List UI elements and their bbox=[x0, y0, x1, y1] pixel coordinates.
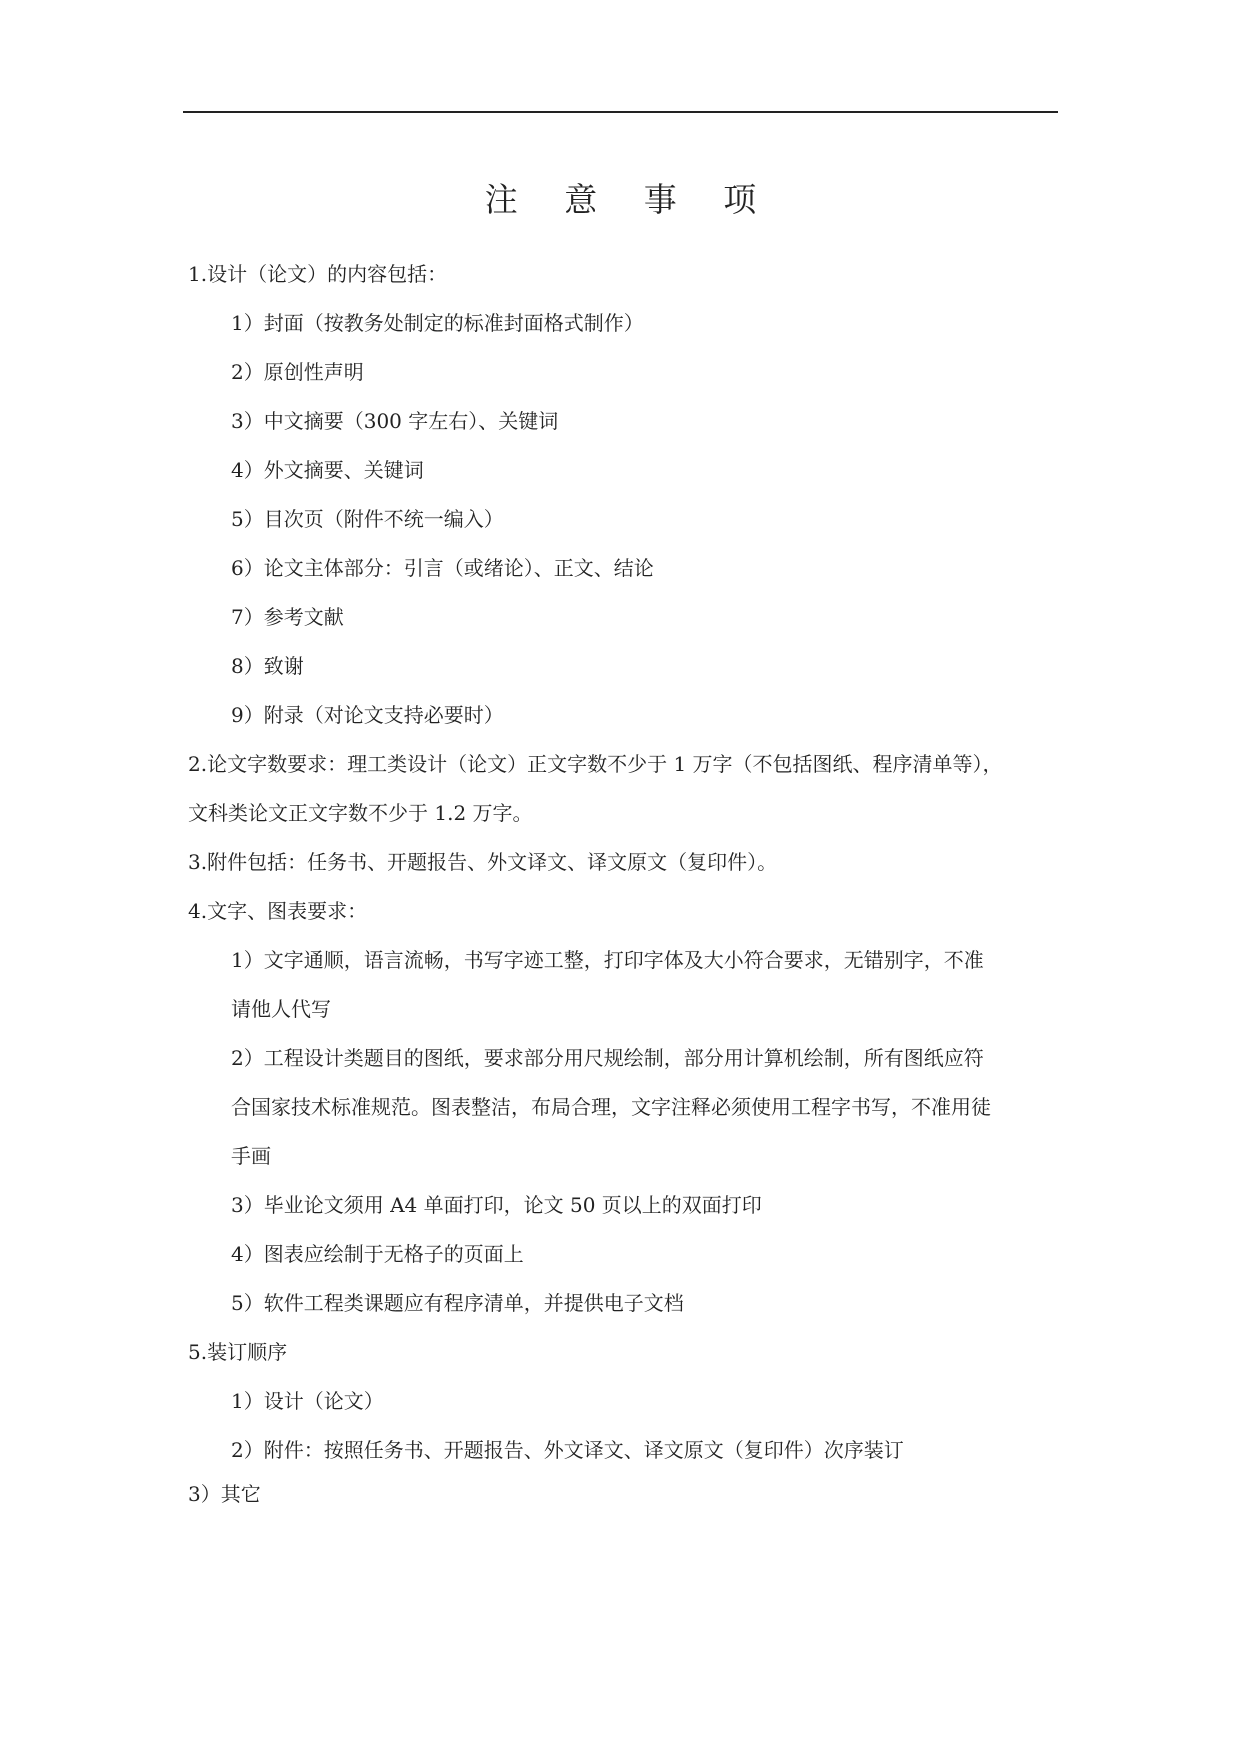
section-3-text: 3.附件包括：任务书、开题报告、外文译文、译文原文（复印件）。 bbox=[188, 850, 778, 874]
section-5-heading: 5.装订顺序 bbox=[188, 1340, 288, 1364]
section-1-heading: 1.设计（论文）的内容包括： bbox=[188, 262, 448, 286]
list-item: 1）文字通顺，语言流畅，书写字迹工整，打印字体及大小符合要求，无错别字，不准 bbox=[231, 948, 984, 972]
list-item: 8）致谢 bbox=[231, 654, 304, 678]
section-4-heading: 4.文字、图表要求： bbox=[188, 899, 368, 923]
list-item: 4）图表应绘制于无格子的页面上 bbox=[231, 1242, 524, 1266]
list-item-cont: 手画 bbox=[231, 1144, 271, 1168]
list-item: 7）参考文献 bbox=[231, 605, 344, 629]
list-item-cont: 合国家技术标准规范。图表整洁，布局合理，文字注释必须使用工程字书写，不准用徒 bbox=[231, 1095, 991, 1119]
page-title: 注 意 事 项 bbox=[484, 180, 775, 219]
list-item: 4）外文摘要、关键词 bbox=[231, 458, 424, 482]
header-rule bbox=[183, 111, 1058, 113]
list-item: 3）其它 bbox=[188, 1482, 261, 1506]
list-item: 3）中文摘要（300 字左右）、关键词 bbox=[231, 409, 559, 433]
list-item-cont: 请他人代写 bbox=[231, 997, 331, 1021]
notes-body bbox=[188, 256, 1058, 1525]
list-item: 3）毕业论文须用 A4 单面打印，论文 50 页以上的双面打印 bbox=[231, 1193, 762, 1217]
list-item: 6）论文主体部分：引言（或绪论）、正文、结论 bbox=[231, 556, 654, 580]
section-2-text-cont: 文科类论文正文字数不少于 1.2 万字。 bbox=[188, 801, 533, 825]
list-item: 5）目次页（附件不统一编入） bbox=[231, 507, 504, 531]
list-item: 2）附件：按照任务书、开题报告、外文译文、译文原文（复印件）次序装订 bbox=[231, 1438, 904, 1462]
list-item: 1）封面（按教务处制定的标准封面格式制作） bbox=[231, 311, 644, 335]
list-item: 9）附录（对论文支持必要时） bbox=[231, 703, 504, 727]
list-item: 2）原创性声明 bbox=[231, 360, 364, 384]
list-item: 5）软件工程类课题应有程序清单，并提供电子文档 bbox=[231, 1291, 684, 1315]
list-item: 2）工程设计类题目的图纸，要求部分用尺规绘制，部分用计算机绘制，所有图纸应符 bbox=[231, 1046, 984, 1070]
list-item: 1）设计（论文） bbox=[231, 1389, 384, 1413]
section-2-text: 2.论文字数要求：理工类设计（论文）正文字数不少于 1 万字（不包括图纸、程序清单等）， bbox=[188, 752, 1003, 776]
